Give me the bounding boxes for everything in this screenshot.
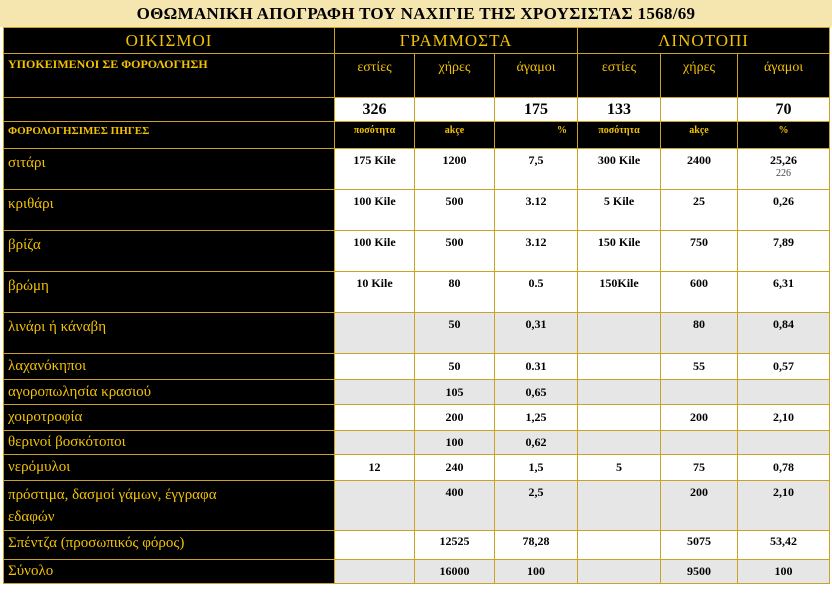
row-c3: 100	[495, 560, 578, 584]
sources-c4: ποσότητα	[578, 122, 661, 149]
table-row	[4, 531, 830, 560]
row-label: θερινοί βοσκότοποι	[4, 431, 335, 455]
row-c4: 150Kile	[578, 272, 661, 313]
row-c2: 500	[415, 190, 495, 231]
row-c6: 2,10	[738, 405, 830, 431]
table-row	[4, 231, 830, 272]
row-c3: 7,5	[495, 149, 578, 190]
row-c2: 1200	[415, 149, 495, 190]
row-c6	[738, 380, 830, 405]
row-c2: 100	[415, 431, 495, 455]
row-c4: 5	[578, 455, 661, 481]
row-c1	[335, 481, 415, 531]
row-c3: 1,5	[495, 455, 578, 481]
row-c4	[578, 531, 661, 560]
row-c6: 6,31	[738, 272, 830, 313]
row-c1	[335, 531, 415, 560]
row-c1: 100 Kile	[335, 231, 415, 272]
row-label: σιτάρι	[4, 149, 335, 190]
taxed-c1: εστίες	[335, 54, 415, 98]
row-c3: 78,28	[495, 531, 578, 560]
row-label	[4, 481, 335, 531]
row-c4	[578, 431, 661, 455]
row-label: λαχανόκηποι	[4, 354, 335, 380]
row-c5: 5075	[661, 531, 738, 560]
header-row	[4, 28, 830, 54]
row-c3: 0,31	[495, 313, 578, 354]
sources-label: ΦΟΡΟΛΟΓΗΣΙΜΕΣ ΠΗΓΕΣ	[4, 122, 335, 149]
row-c1	[335, 313, 415, 354]
row-c5: 80	[661, 313, 738, 354]
counts-label	[4, 98, 335, 122]
row-c2: 12525	[415, 531, 495, 560]
row-c4	[578, 354, 661, 380]
count-c4: 133	[578, 98, 661, 122]
row-label: νερόμυλοι	[4, 455, 335, 481]
row-label: Σύνολο	[4, 560, 335, 584]
row-c2: 200	[415, 405, 495, 431]
table-row	[4, 455, 830, 481]
row-label: λινάρι ή κάναβη	[4, 313, 335, 354]
row-c6: 0,57	[738, 354, 830, 380]
row-c1	[335, 560, 415, 584]
table-row	[4, 354, 830, 380]
row-c4	[578, 313, 661, 354]
taxed-c5: χήρες	[661, 54, 738, 98]
row-c4	[578, 405, 661, 431]
row-c1: 10 Kile	[335, 272, 415, 313]
sources-c1: ποσότητα	[335, 122, 415, 149]
row-label: βρίζα	[4, 231, 335, 272]
row-c6: 53,42	[738, 531, 830, 560]
row-c5: 750	[661, 231, 738, 272]
row-c5	[661, 431, 738, 455]
table-row	[4, 405, 830, 431]
row-c2: 50	[415, 313, 495, 354]
row-label-line1: πρόστιμα, δασμοί γάμων, έγγραφα	[8, 487, 217, 503]
row-c5: 75	[661, 455, 738, 481]
row-c2: 500	[415, 231, 495, 272]
row-c2: 400	[415, 481, 495, 531]
row-c5: 200	[661, 405, 738, 431]
row-c5: 600	[661, 272, 738, 313]
row-c4	[578, 560, 661, 584]
row-c1	[335, 405, 415, 431]
row-c6-value: 25,26	[770, 153, 798, 167]
row-c1: 175 Kile	[335, 149, 415, 190]
sources-c2: akçe	[415, 122, 495, 149]
sources-c3: %	[495, 122, 578, 149]
row-label: Σπέντζα (προσωπικός φόρος)	[4, 531, 335, 560]
row-c3: 3.12	[495, 231, 578, 272]
village-grammosta-header: ΓΡΑΜΜΟΣΤΑ	[335, 28, 578, 54]
sources-header-row	[4, 122, 830, 149]
census-table	[3, 27, 830, 584]
row-c1	[335, 380, 415, 405]
row-c3: 0,65	[495, 380, 578, 405]
row-c2: 16000	[415, 560, 495, 584]
row-c6: 0,26	[738, 190, 830, 231]
row-c6: 2,10	[738, 481, 830, 531]
taxed-c6: άγαμοι	[738, 54, 830, 98]
table-row	[4, 149, 830, 190]
row-c3: 0.5	[495, 272, 578, 313]
row-c3: 1,25	[495, 405, 578, 431]
table-row	[4, 431, 830, 455]
row-c4: 5 Kile	[578, 190, 661, 231]
row-c6: 100	[738, 560, 830, 584]
count-c5	[661, 98, 738, 122]
row-label: αγοροπωλησία κρασιού	[4, 380, 335, 405]
taxed-c3: άγαμοι	[495, 54, 578, 98]
taxed-row	[4, 54, 830, 98]
row-c2: 80	[415, 272, 495, 313]
row-c4	[578, 380, 661, 405]
row-c6: 0,84	[738, 313, 830, 354]
row-c3: 2,5	[495, 481, 578, 531]
count-c2	[415, 98, 495, 122]
count-c3: 175	[495, 98, 578, 122]
table-row	[4, 481, 830, 531]
count-c1: 326	[335, 98, 415, 122]
row-c2: 105	[415, 380, 495, 405]
settlements-header: ΟΙΚΙΣΜΟΙ	[4, 28, 335, 54]
taxed-c2: χήρες	[415, 54, 495, 98]
row-c3: 0.31	[495, 354, 578, 380]
row-label-line2: εδαφών	[8, 509, 55, 525]
row-c1	[335, 431, 415, 455]
row-c1: 100 Kile	[335, 190, 415, 231]
village-linotopi-header: ΛΙΝΟΤΟΠΙ	[578, 28, 830, 54]
count-c6: 70	[738, 98, 830, 122]
row-c3: 3.12	[495, 190, 578, 231]
row-c6	[738, 431, 830, 455]
sources-c5: akçe	[661, 122, 738, 149]
counts-row	[4, 98, 830, 122]
row-c1: 12	[335, 455, 415, 481]
row-c6: 7,89	[738, 231, 830, 272]
row-c5: 55	[661, 354, 738, 380]
row-c5: 200	[661, 481, 738, 531]
row-c4	[578, 481, 661, 531]
table-row-total	[4, 560, 830, 584]
row-c2: 50	[415, 354, 495, 380]
row-c6-extra: 226	[776, 168, 792, 179]
row-label: χοιροτροφία	[4, 405, 335, 431]
row-c4: 300 Kile	[578, 149, 661, 190]
row-c2: 240	[415, 455, 495, 481]
row-c5: 9500	[661, 560, 738, 584]
row-label: κριθάρι	[4, 190, 335, 231]
taxed-label: ΥΠΟΚΕΙΜΕΝΟΙ ΣΕ ΦΟΡΟΛΟΓΗΣΗ	[4, 54, 335, 98]
table-row	[4, 313, 830, 354]
row-c5: 25	[661, 190, 738, 231]
row-c4: 150 Kile	[578, 231, 661, 272]
page-title: ΟΘΩΜΑΝΙΚΗ ΑΠΟΓΡΑΦΗ ΤΟΥ ΝΑΧΙΓΙΕ ΤΗΣ ΧΡΟΥΣΙΣΤΑΣ 1568/69	[0, 0, 832, 27]
row-label: βρώμη	[4, 272, 335, 313]
row-c6: 0,78	[738, 455, 830, 481]
taxed-c4: εστίες	[578, 54, 661, 98]
row-c1	[335, 354, 415, 380]
row-c3: 0,62	[495, 431, 578, 455]
table-row	[4, 272, 830, 313]
sources-c6: %	[738, 122, 830, 149]
row-c5	[661, 380, 738, 405]
table-row	[4, 190, 830, 231]
row-c6	[738, 149, 830, 190]
table-row	[4, 380, 830, 405]
row-c5: 2400	[661, 149, 738, 190]
